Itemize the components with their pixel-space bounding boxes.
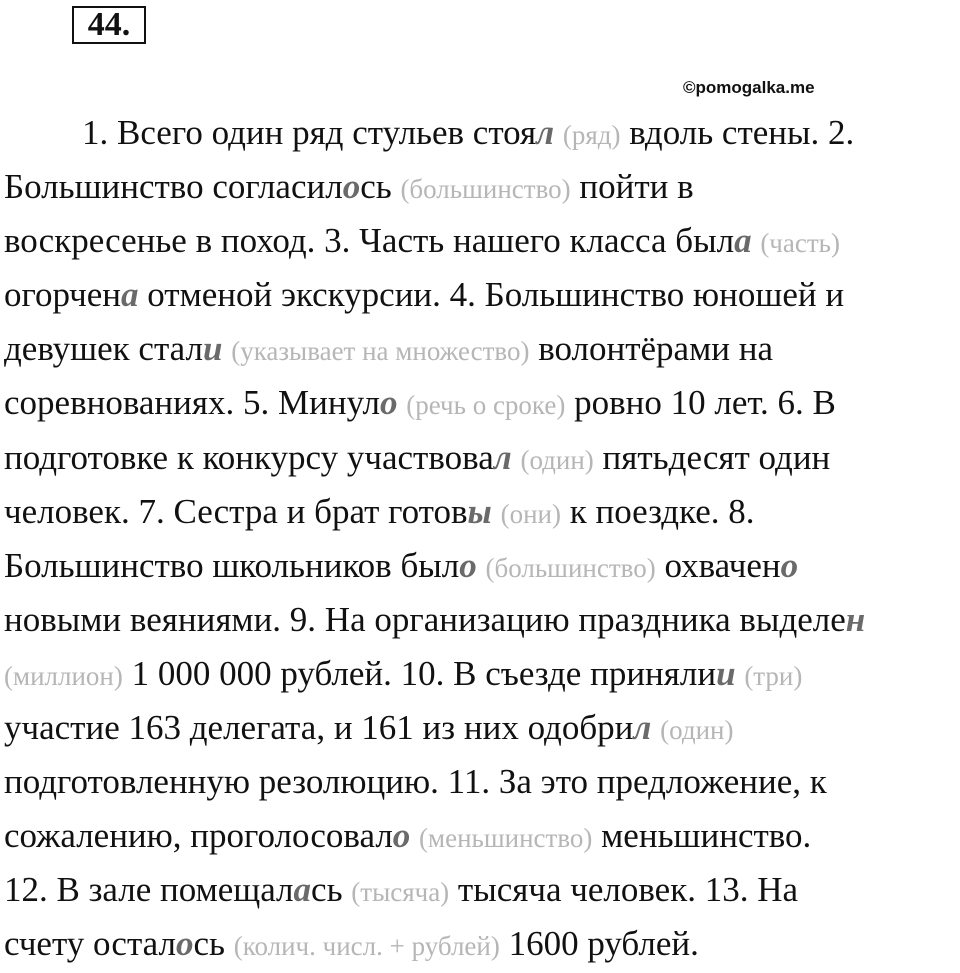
verb-ending: ы <box>467 491 492 531</box>
grammar-hint: (большинство) <box>485 552 656 583</box>
text-segment: огорчен <box>4 275 121 315</box>
verb-ending: а <box>293 870 312 910</box>
verb-ending: о <box>459 545 477 585</box>
text-line <box>4 593 956 647</box>
exercise-text <box>4 106 956 972</box>
verb-ending: о <box>342 167 361 207</box>
grammar-hint: (миллион) <box>4 660 123 691</box>
text-segment: сь <box>360 167 401 207</box>
text-line <box>4 106 956 160</box>
text-line <box>4 539 956 593</box>
task-number-box: 44. <box>72 6 146 44</box>
text-segment: 1. Всего один ряд стульев стоя <box>82 113 537 152</box>
text-line <box>4 431 956 485</box>
text-segment: вдоль стены. 2. <box>620 113 855 152</box>
text-line <box>4 214 956 268</box>
text-line <box>4 322 956 376</box>
text-segment: 1600 рублей. <box>499 924 699 964</box>
grammar-hint: (речь о сроке) <box>406 390 566 421</box>
text-line <box>4 647 956 701</box>
grammar-hint: (они) <box>500 498 561 529</box>
text-segment <box>736 654 745 693</box>
text-line <box>4 863 956 917</box>
text-segment: пойти в <box>570 167 694 207</box>
verb-ending: и <box>202 329 223 369</box>
text-segment <box>752 221 761 260</box>
verb-ending: л <box>536 113 555 152</box>
verb-ending: о <box>392 816 411 856</box>
verb-ending: а <box>734 221 752 261</box>
text-segment: меньшинство. <box>592 816 812 856</box>
text-segment <box>651 708 660 747</box>
text-segment: тысяча человек. 13. На <box>449 870 799 910</box>
verb-ending: н <box>845 599 866 639</box>
text-segment: сь <box>193 924 234 964</box>
grammar-hint: (ряд) <box>562 120 621 150</box>
text-segment: подготовленную резолюцию. 11. За это предложение, к <box>4 762 827 802</box>
text-segment: охвачен <box>655 545 781 585</box>
grammar-hint: (большинство) <box>400 174 571 205</box>
watermark: ©pomogalka.me <box>683 78 815 97</box>
text-segment: соревнованиях. 5. Минул <box>4 383 380 423</box>
text-line <box>4 268 956 322</box>
grammar-hint: (три) <box>744 660 803 691</box>
text-line <box>4 376 956 430</box>
text-segment: девушек стал <box>4 329 203 369</box>
text-segment: сь <box>311 870 352 910</box>
text-segment: отменой экскурсии. 4. Большинство юношей и <box>138 275 845 315</box>
text-segment: 1 000 000 рублей. 10. В съезде приняли <box>122 653 717 693</box>
text-segment <box>554 113 563 152</box>
text-segment: участие 163 делегата, и 161 из них одобри <box>4 708 634 748</box>
verb-ending: а <box>120 275 139 315</box>
grammar-hint: (меньшинство) <box>419 823 593 854</box>
text-segment: подготовке к конкурсу участвова <box>4 437 494 477</box>
text-segment: счету остал <box>4 924 176 964</box>
text-segment <box>477 546 486 585</box>
verb-ending: л <box>633 708 652 748</box>
verb-ending: и <box>716 653 736 693</box>
text-segment: сожалению, проголосовал <box>4 816 393 856</box>
verb-ending: о <box>176 924 194 964</box>
grammar-hint: (один) <box>520 444 594 475</box>
text-segment: Большинство школьников был <box>4 545 460 585</box>
text-segment: к поездке. 8. <box>560 491 755 531</box>
text-segment: Большинство согласил <box>4 167 343 207</box>
verb-ending: о <box>780 545 799 585</box>
text-segment: новыми веяниями. 9. На организацию праздника выделе <box>4 599 846 639</box>
text-segment: 12. В зале помещал <box>4 870 294 910</box>
grammar-hint: (тысяча) <box>351 877 450 908</box>
text-segment <box>492 492 501 531</box>
text-line <box>4 160 956 214</box>
text-segment: пятьдесят один <box>593 437 831 477</box>
text-segment: волонтёрами на <box>529 329 773 369</box>
grammar-hint: (часть) <box>760 228 840 259</box>
text-segment: воскресенье в поход. 3. Часть нашего класса был <box>4 221 735 261</box>
text-line <box>4 755 956 809</box>
text-line <box>4 701 956 755</box>
text-line <box>4 485 956 539</box>
text-segment <box>398 383 407 422</box>
text-segment: человек. 7. Сестра и брат готов <box>4 491 468 531</box>
verb-ending: л <box>493 437 512 477</box>
text-segment <box>222 329 231 368</box>
grammar-hint: (колич. числ. + рублей) <box>233 931 500 962</box>
text-segment: ровно 10 лет. 6. В <box>565 383 836 423</box>
grammar-hint: (указывает на множество) <box>231 336 530 367</box>
text-line <box>4 809 956 863</box>
text-segment <box>410 816 419 855</box>
grammar-hint: (один) <box>660 715 734 746</box>
verb-ending: о <box>380 383 398 423</box>
text-line <box>4 917 956 971</box>
